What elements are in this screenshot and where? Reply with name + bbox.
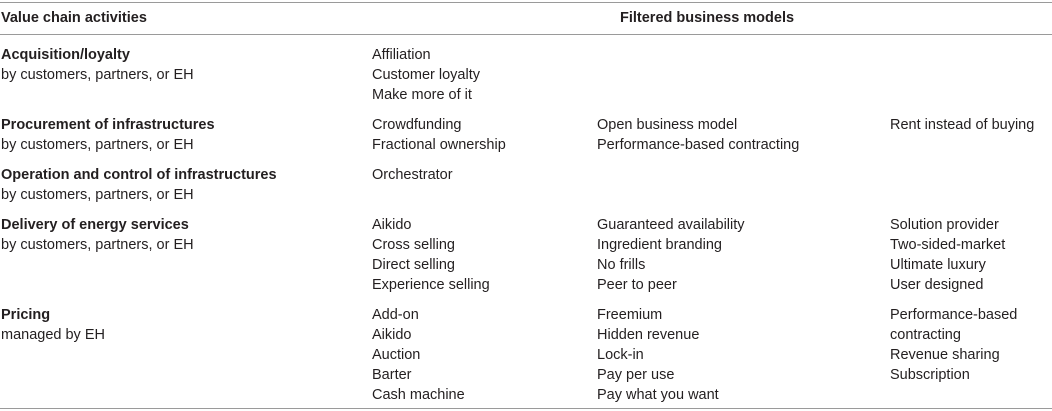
business-model-item: Two-sided-market: [890, 237, 1006, 253]
business-model-item: Pay what you want: [597, 387, 719, 403]
business-model-column-2: [597, 115, 799, 155]
activity-title: Pricing: [1, 307, 51, 323]
business-model-column-1: [372, 305, 465, 405]
activity-subtitle: by customers, partners, or EH: [1, 67, 194, 83]
activity-subtitle: by customers, partners, or EH: [1, 187, 194, 203]
table-top-rule: [0, 2, 1052, 3]
business-model-item: Experience selling: [372, 277, 490, 293]
business-model-item: Ingredient branding: [597, 237, 722, 253]
business-model-column-1: [372, 115, 506, 155]
business-model-item: Open business model: [597, 117, 738, 133]
business-model-item: Make more of it: [372, 87, 472, 103]
business-model-item: Fractional ownership: [372, 137, 506, 153]
header-filtered-business-models: Filtered business models: [620, 10, 795, 26]
business-model-column-1: [372, 45, 480, 105]
business-model-column-3: [890, 115, 1034, 135]
activity-title: Procurement of infrastructures: [1, 117, 215, 133]
business-model-item: Crowdfunding: [372, 117, 462, 133]
business-model-item: contracting: [890, 327, 961, 343]
business-model-item: Peer to peer: [597, 277, 677, 293]
business-model-column-3: [890, 305, 1017, 385]
activity-cell: [1, 165, 277, 205]
business-model-item: Guaranteed availability: [597, 217, 745, 233]
business-model-item: Aikido: [372, 217, 412, 233]
business-model-item: Orchestrator: [372, 167, 453, 183]
business-model-item: Barter: [372, 367, 412, 383]
business-model-column-1: [372, 215, 490, 295]
business-model-item: Pay per use: [597, 367, 675, 383]
business-model-item: Performance-based: [890, 307, 1018, 323]
activity-cell: [1, 115, 215, 155]
business-model-item: No frills: [597, 257, 646, 273]
business-model-column-2: [597, 215, 745, 295]
business-model-item: Solution provider: [890, 217, 999, 233]
business-model-item: Performance-based contracting: [597, 137, 800, 153]
business-model-item: Aikido: [372, 327, 412, 343]
table-bottom-rule: [0, 408, 1052, 409]
business-model-item: Cash machine: [372, 387, 465, 403]
business-model-column-3: [890, 215, 1005, 295]
activity-subtitle: by customers, partners, or EH: [1, 237, 194, 253]
activity-title: Operation and control of infrastructures: [1, 167, 277, 183]
business-model-item: Rent instead of buying: [890, 117, 1035, 133]
business-model-item: Revenue sharing: [890, 347, 1000, 363]
activity-subtitle: managed by EH: [1, 327, 105, 343]
header-value-chain-activities: Value chain activities: [1, 10, 147, 26]
business-model-item: Auction: [372, 347, 421, 363]
business-model-item: Ultimate luxury: [890, 257, 986, 273]
business-model-item: User designed: [890, 277, 984, 293]
activity-subtitle: by customers, partners, or EH: [1, 137, 194, 153]
business-model-item: Add-on: [372, 307, 419, 323]
business-model-item: Cross selling: [372, 237, 455, 253]
business-model-item: Affiliation: [372, 47, 431, 63]
business-model-item: Hidden revenue: [597, 327, 700, 343]
header-rule: [0, 34, 1052, 35]
activity-cell: [1, 305, 105, 345]
business-model-item: Freemium: [597, 307, 663, 323]
business-model-item: Direct selling: [372, 257, 455, 273]
activity-title: Acquisition/loyalty: [1, 47, 130, 63]
business-model-item: Customer loyalty: [372, 67, 480, 83]
business-model-column-1: [372, 165, 453, 185]
business-model-item: Subscription: [890, 367, 970, 383]
business-model-column-2: [597, 305, 719, 405]
activity-cell: [1, 215, 194, 255]
business-model-item: Lock-in: [597, 347, 644, 363]
activity-cell: [1, 45, 194, 85]
activity-title: Delivery of energy services: [1, 217, 189, 233]
